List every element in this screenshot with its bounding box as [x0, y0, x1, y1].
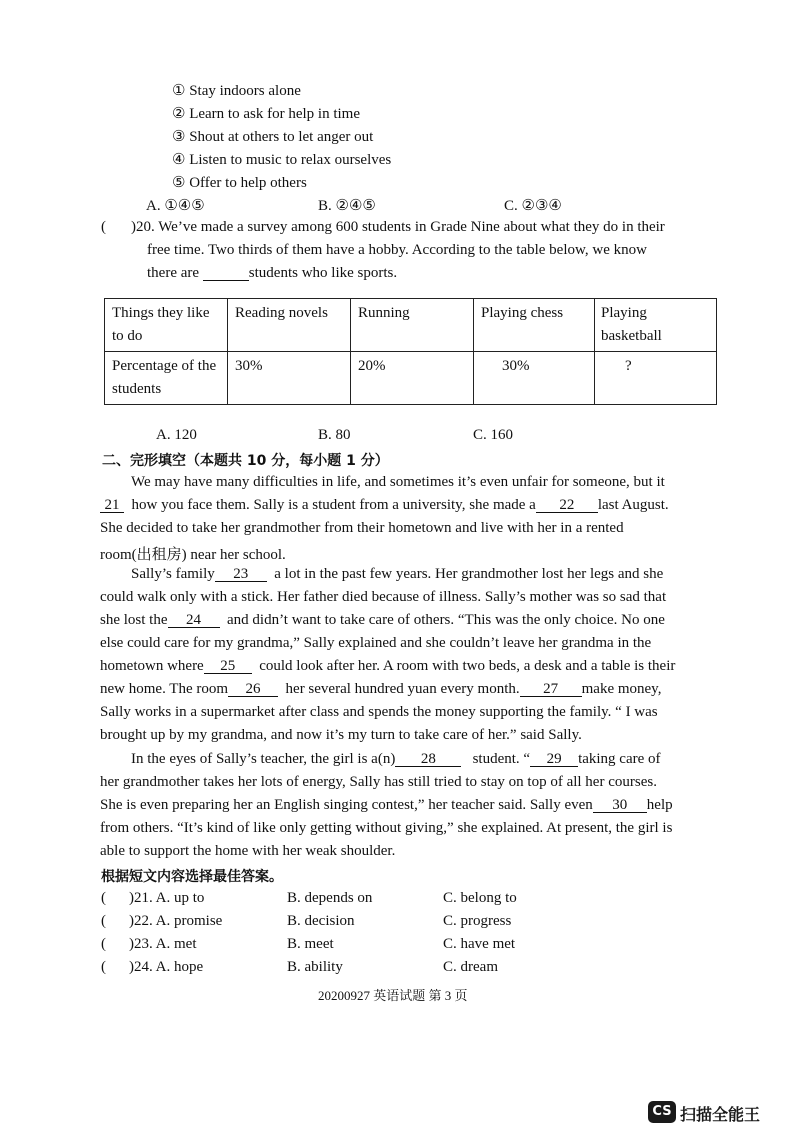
q19-item-3: ③ Shout at others to let anger out [172, 129, 374, 145]
passage-line: room(出租房) near her school. [100, 547, 286, 563]
section-title: 二、完形填空（本题共 10 分，每小题 1 分） [102, 453, 389, 469]
table-header-cell: Things they like to do [105, 299, 228, 352]
q20-line-1: )20. We’ve made a survey among 600 students in Grade Nine about what they do in their [131, 219, 665, 235]
q20-line-3: there are students who like sports. [147, 265, 398, 281]
question-22-choice-b: B. decision [287, 913, 355, 929]
q19-choice-c: C. ②③④ [504, 198, 562, 214]
instruction: 根据短文内容选择最佳答案。 [101, 869, 283, 885]
q19-item-5: ⑤ Offer to help others [172, 175, 307, 191]
question-21: )21. A. up to [129, 890, 205, 906]
passage-line: from others. “It’s kind of like only getting without giving,” she explained. At present, the girl is [100, 820, 673, 836]
q19-item-4: ④ Listen to music to relax ourselves [172, 152, 392, 168]
q19-item-1: ① Stay indoors alone [172, 83, 301, 99]
passage-line: brought up by my grandma, and now it’s my turn to take care of her.” said Sally. [100, 727, 582, 743]
question-23-choice-c: C. have met [443, 936, 516, 952]
blank-26: 26 [228, 682, 278, 697]
passage-line: 21 how you face them. Sally is a student from a university, she made a 22 last August. [100, 497, 700, 514]
question-23-choice-b: B. meet [287, 936, 334, 952]
table-header-cell: Running [351, 299, 474, 352]
passage-line: She decided to take her grandmother from their hometown and live with her in a rented [100, 520, 624, 536]
blank-23: 23 [215, 567, 267, 582]
question-24-choice-b: B. ability [287, 959, 343, 975]
question-23: )23. A. met [129, 936, 197, 952]
blank-21: 21 [100, 498, 124, 513]
passage-line: able to support the home with her weak shoulder. [100, 843, 396, 859]
question-22-choice-c: C. progress [443, 913, 512, 929]
question-22: )22. A. promise [129, 913, 223, 929]
question-24: )24. A. hope [129, 959, 204, 975]
table-cell: 30% [228, 352, 351, 405]
q20-line-2: free time. Two thirds of them have a hobby. According to the table below, we know [147, 242, 647, 258]
table-cell: ? [595, 352, 717, 405]
q19-item-2: ② Learn to ask for help in time [172, 106, 360, 122]
blank-24: 24 [168, 613, 220, 628]
question-21-choice-c: C. belong to [443, 890, 517, 906]
passage-line: else could care for my grandma,” Sally explained and she couldn’t leave her grandma in the [100, 635, 652, 651]
passage-line: Sally works in a supermarket after class and spends the money supporting the family. “ I was [100, 704, 658, 720]
table-row [105, 352, 717, 405]
table-cell: 20% [351, 352, 474, 405]
q20-choice-c: C. 160 [473, 427, 514, 443]
blank-22: 22 [536, 498, 598, 513]
passage-line: she lost the 24 and didn’t want to take care of others. “This was the only choice. No one [100, 612, 665, 628]
survey-table [104, 298, 717, 405]
passage-line: She is even preparing her an English singing contest,” her teacher said. Sally even 30 help [100, 797, 673, 813]
passage-line: Sally’s family 23 a lot in the past few years. Her grandmother lost her legs and she [131, 566, 664, 582]
answer-paren: ( [101, 936, 106, 952]
answer-paren: ( [101, 913, 106, 929]
passage-line: In the eyes of Sally’s teacher, the girl is a(n) 28 student. “ 29 taking care of [131, 751, 661, 767]
passage-line: We may have many difficulties in life, and sometimes it’s even unfair for someone, but it [131, 474, 665, 490]
table-header-cell: Playing basketball [595, 299, 717, 352]
blank-25: 25 [204, 659, 252, 674]
q19-choice-b: B. ②④⑤ [318, 198, 376, 214]
passage-line: new home. The room 26 her several hundred yuan every month. 27 make money, [100, 681, 662, 697]
table-header-cell: Playing chess [474, 299, 595, 352]
answer-paren: ( [101, 890, 106, 906]
q20-answer-paren: ( [101, 219, 106, 235]
passage-line: could walk only with a stick. Her father died because of illness. Sally’s mother was so sad that [100, 589, 667, 605]
q20-choice-b: B. 80 [318, 427, 351, 443]
camscanner-logo-icon: CS [648, 1101, 676, 1123]
table-header-cell: Reading novels [228, 299, 351, 352]
passage-line: her grandmother takes her lots of energy, Sally has still tried to stay on top of all her courses. [100, 774, 657, 790]
question-24-choice-c: C. dream [443, 959, 498, 975]
question-21-choice-b: B. depends on [287, 890, 373, 906]
table-row-label: Percentage of the students [105, 352, 228, 405]
table-cell: 30% [474, 352, 595, 405]
table-header-row [105, 299, 717, 352]
answer-paren: ( [101, 959, 106, 975]
q19-choice-a: A. ①④⑤ [146, 198, 205, 214]
blank-28: 28 [395, 752, 461, 767]
q20-choice-a: A. 120 [156, 427, 197, 443]
blank-30: 30 [593, 798, 647, 813]
blank-27: 27 [520, 682, 582, 697]
page-footer: 20200927 英语试题 第 3 页 [318, 988, 468, 1003]
blank-29: 29 [530, 752, 578, 767]
passage-line: hometown where 25 could look after her. A room with two beds, a desk and a table is their [100, 658, 676, 674]
camscanner-brand: 扫描全能王 [680, 1105, 761, 1124]
